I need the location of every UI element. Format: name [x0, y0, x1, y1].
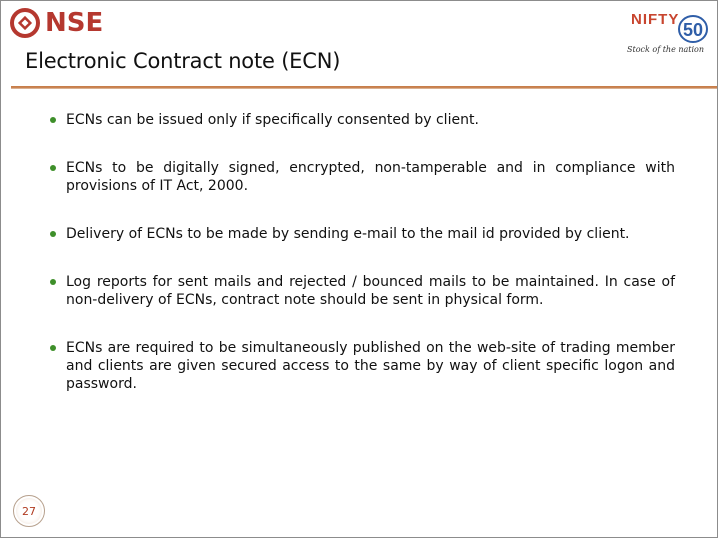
bullet-item-email-delivery: Delivery of ECNs to be made by sending e-mail to the mail id provided by client. [47, 225, 675, 243]
nifty-logo [625, 9, 711, 55]
nifty-50-emblem-icon [673, 11, 709, 45]
page-number: 27 [13, 495, 45, 527]
bullet-item-digital-signing: ECNs to be digitally signed, encrypted, non-tamperable and in compliance with provisions of IT Act, 2000. [47, 159, 675, 195]
nifty-tagline: Stock of the nation [627, 45, 705, 54]
nifty-logo-text: NIFTY [631, 11, 680, 28]
page-title: Electronic Contract note (ECN) [25, 49, 341, 73]
header-divider [11, 86, 717, 89]
bullet-item-web-publishing: ECNs are required to be simultaneously published on the web-site of trading member and clients are given secured access to the same by way of client specific logon and password. [47, 339, 675, 393]
nse-logo [9, 7, 103, 39]
nifty-logo-number: 50 [682, 20, 704, 40]
nse-logo-text: NSE [45, 8, 104, 38]
bullet-item-consent: ECNs can be issued only if specifically consented by client. [47, 111, 675, 129]
nse-emblem-icon [9, 7, 41, 39]
bullet-item-log-reports: Log reports for sent mails and rejected / bounced mails to be maintained. In case of non-delivery of ECNs, contract note should be sent in physical form. [47, 273, 675, 309]
